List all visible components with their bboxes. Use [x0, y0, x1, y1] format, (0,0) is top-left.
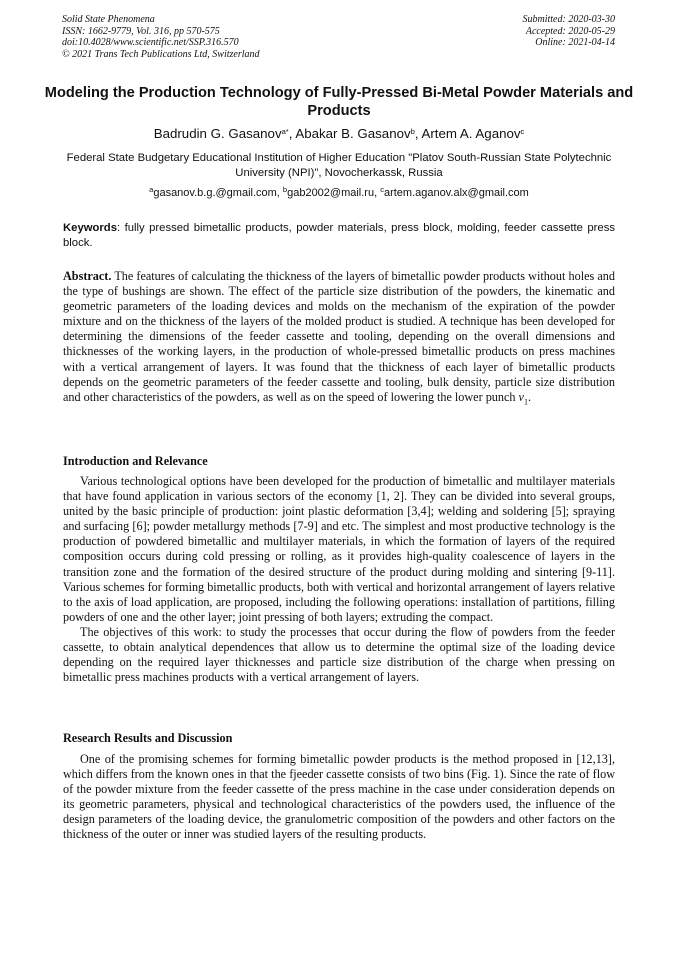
author-name: Abakar B. Gasanov	[295, 126, 411, 141]
submission-dates	[523, 14, 616, 49]
paragraph: One of the promising schemes for forming bimetallic powder products is the method proposed in [12,13], which differs from the known ones in that the fjeeder cassette consists of two bins (Fig. 1). Since the rate of flow of the powder mixture from the feeder cassette of the press machine in the case under consideration depends on its geometric parameters, physical and technological characteristics of the powders used, the influence of the design parameters of the loading device, the granulometric composition of the powders and other factors on the thickness of the outer or inner was studied layers of the resulting products.	[63, 752, 615, 842]
author-name: Badrudin G. Gasanov	[153, 126, 282, 141]
journal-copyright: © 2021 Trans Tech Publications Ltd, Switzerland	[62, 48, 260, 60]
author-separator: ,	[414, 126, 422, 141]
paragraph: Various technological options have been developed for the production of bimetallic and multilayer materials that have found application in various sectors of the economy [1, 2]. They can be divided into several groups, united by the basic principle of production: joint plastic deformation [3,4]; welding and soldering [5]; spraying and surfacing [6]; powder metallurgy methods [7-9] and etc. The simplest and most productive technology is the production of powdered bimetallic and multilayer materials, in which the formation of layers of the required composition occurs during cold pressing or rolling, as it provides high-quality coalescence of layers in the transition zone and the formation of the desired structure of the product during molding and sintering [9-11]. Various schemes for forming bimetallic products, both with vertical and horizontal arrangement of layers relative to the axis of load application, are proposed, including the following operations: installation of partitions, filling powders of one and the other layer; joint pressing of both layers; extruding the compact.	[63, 474, 615, 624]
author-sup: a*	[281, 127, 289, 136]
journal-info	[62, 14, 260, 60]
email-link[interactable]: gasanov.b.g.@gmail.com	[153, 187, 277, 199]
email-link[interactable]: gab2002@mail.ru	[287, 187, 375, 199]
keywords-label: Keywords	[63, 222, 117, 234]
journal-issn: ISSN: 1662-9779, Vol. 316, pp 570-575	[62, 25, 220, 37]
section-heading-results: Research Results and Discussion	[63, 731, 233, 745]
author-separator: ,	[288, 126, 296, 141]
journal-doi[interactable]: doi:10.4028/www.scientific.net/SSP.316.570	[62, 37, 239, 48]
keywords	[63, 221, 615, 250]
results-body	[63, 752, 615, 843]
author-list	[40, 126, 638, 142]
abstract: Abstract. The features of calculating the thickness of the layers of bimetallic powder products without holes and the type of bushings are shown. The effect of the particle size distribution of the powders, the kinematic and geometric parameters of the loading devices and molds on the mechanism of the expiration of the powder mixture and on the thickness of the layers of the molded product is studied. A technique has been developed for determining the dimensions of the feeder cassette and tooling, depending on the overall dimensions and thicknesses of the working layers, in the production of whole-pressed bimetallic products on press machines with a vertical arrangement of layers. It was found that the thickness of each layer of bimetallic products depends on the geometric parameters of the feeder cassette and tooling, bulk density, particle size distribution and other characteristics of the powders, as well as on the speed of lowering the lower punch $\nu_1$.	[63, 269, 615, 407]
speed-symbol: $\nu_1$	[518, 389, 528, 407]
date-accepted: Accepted: 2020-05-29	[525, 25, 615, 37]
journal-name: Solid State Phenomena	[62, 14, 155, 25]
keywords-text: : fully pressed bimetallic products, powder materials, press block, molding, feeder cassette press block.	[63, 222, 615, 249]
affiliation: Federal State Budgetary Educational Institution of Higher Education "Platov South-Russian State Polytechnic University (NPI)", Novocherkassk, Russia	[66, 152, 612, 179]
paper-title: Modeling the Production Technology of Fully-Pressed Bi-Metal Powder Materials and Products	[44, 85, 634, 119]
section-heading-introduction: Introduction and Relevance	[63, 454, 208, 468]
date-online: Online: 2021-04-14	[535, 37, 615, 48]
email-sup: b	[282, 185, 288, 194]
email-sup: a	[149, 185, 154, 194]
author-sup: b	[410, 127, 415, 136]
abstract-label: Abstract.	[63, 269, 112, 283]
email-list: $^a$gasanov.b.g.@gmail.com, $^b$gab2002@mail.ru, $^c$artem.aganov.alx@gmail.com	[149, 185, 529, 199]
author-name: Artem A. Aganov	[421, 126, 521, 141]
email-link[interactable]: artem.aganov.alx@gmail.com	[383, 187, 529, 199]
author-sup: c	[520, 127, 525, 136]
abstract-text: The features of calculating the thickness of the layers of bimetallic powder products without holes and the type of bushings are shown. The effect of the particle size distribution of the powders, the kinematic and geometric parameters of the loading devices and molds on the mechanism of the expiration of the powder mixture and on the thickness of the layers of the molded product is studied. A technique has been developed for determining the dimensions of the feeder cassette and tooling, depending on the overall dimensions and thicknesses of the working layers, in the production of whole-pressed bimetallic products on press machines with a vertical arrangement of layers. It was found that the thickness of each layer of bimetallic products depends on the geometric parameters of the feeder cassette and tooling, bulk density, particle size distribution and other characteristics of the powders, as well as on the speed of lowering the lower punch	[63, 269, 615, 404]
introduction-body	[63, 474, 615, 685]
paragraph: The objectives of this work: to study the processes that occur during the flow of powders from the feeder cassette, to obtain analytical dependences that allow us to determine the optimal size of the loading device depending on the required layer thicknesses and particle size distribution of the charge when pressing on bimetallic press machines products with a vertical arrangement of layers.	[63, 624, 615, 685]
email-sup: c	[380, 185, 384, 194]
date-submitted: Submitted: 2020-03-30	[522, 14, 615, 25]
